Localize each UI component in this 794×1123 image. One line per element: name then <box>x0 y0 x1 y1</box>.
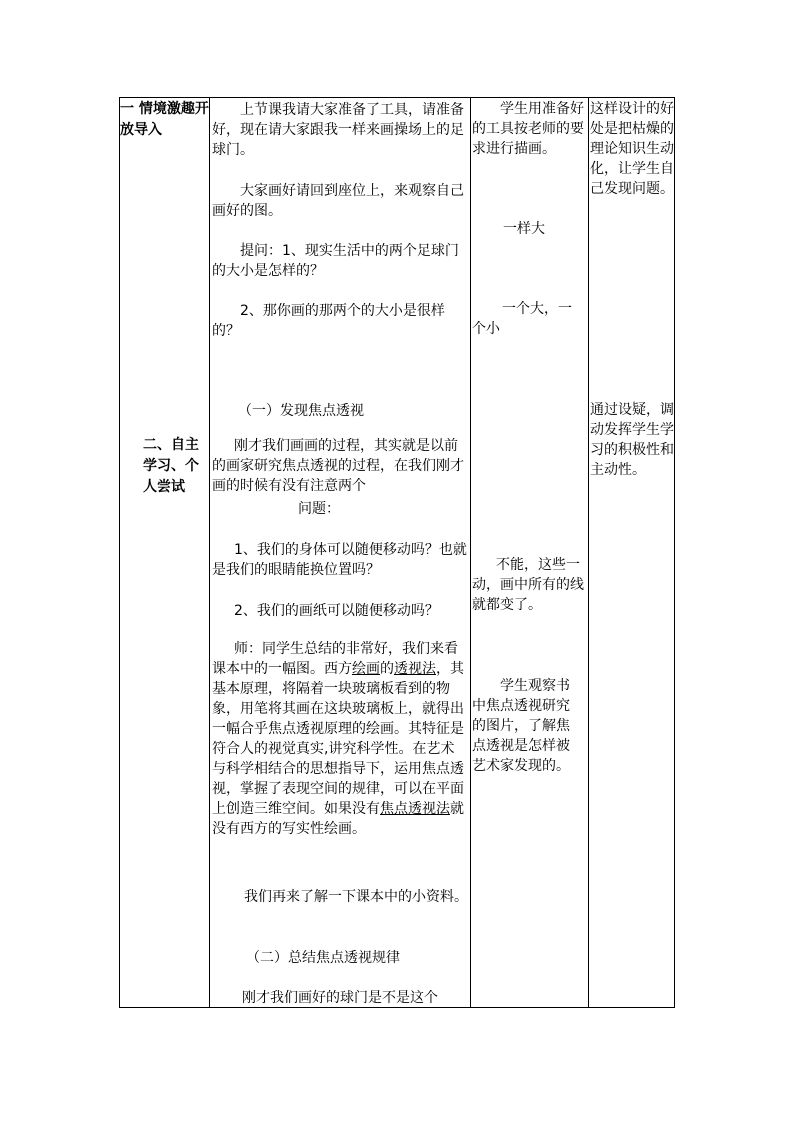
design-note: 这样设计的好处是把枯燥的理论知识生动化，让学生自己发现问题。 <box>590 101 674 197</box>
paragraph: 我们再来了解一下课本中的小资料。 <box>244 889 468 905</box>
text-run: 就没有西方的写实性绘画。 <box>212 801 464 837</box>
stage-heading-2 <box>120 435 209 498</box>
subheading: （二）总结焦点透视规律 <box>246 950 400 966</box>
paragraph: 2、那你画的那两个的大小是很样的？ <box>212 303 445 339</box>
lesson-plan-table <box>119 97 675 1008</box>
paragraph-continuation: 问题： <box>298 501 340 517</box>
student-activity-column <box>471 98 589 1007</box>
link-painting[interactable]: 绘画 <box>352 661 380 677</box>
design-note: 通过设疑，调动发挥学生学习的积极性和主动性。 <box>590 402 674 478</box>
paragraph: 提问：1、现实生活中的两个足球门的大小是怎样的？ <box>212 243 459 279</box>
paragraph: 刚才我们画好的球门是不是这个 <box>242 990 438 1006</box>
design-intent-column <box>589 98 675 1007</box>
text-run: ，其基本原理，将隔着一块玻璃板看到的物象，用笔将其画在这块玻璃板上，就得出一幅合乎焦点透视原理的绘画。其特征是符合人的视觉真实,讲究科学性。在艺术与科学相结合的思想指导下，运用焦点透视，掌握了表现空间的规律，可以在平面上创造三维空间。如果没有 <box>212 661 464 817</box>
student-response: 一个大，一个小 <box>472 301 572 337</box>
text-run: 师：同学生总结的非常好，我们来看课本中的一幅图。西方 <box>212 641 458 677</box>
link-perspective-method[interactable]: 透视法 <box>394 661 436 677</box>
stage-column <box>120 98 210 1007</box>
paragraph: 2、我们的画纸可以随便移动吗？ <box>234 603 439 619</box>
paragraph: 大家画好请回到座位上，来观察自己画好的图。 <box>212 183 464 219</box>
link-focal-perspective-method[interactable]: 焦点透视法 <box>380 801 450 817</box>
subheading: （一）发现焦点透视 <box>238 403 364 419</box>
teacher-activity-column <box>210 98 471 1007</box>
paragraph: 上节课我请大家准备了工具，请准备好，现在请大家跟我一样来画操场上的足球门。 <box>212 102 464 158</box>
student-response: 一样大 <box>503 221 545 237</box>
student-response: 学生用准备好的工具按老师的要求进行描画。 <box>472 101 584 157</box>
student-response: 学生观察书中焦点透视研究的图片，了解焦点透视是怎样被艺术家发现的。 <box>472 678 570 774</box>
student-response: 不能，这些一动，画中所有的线就都变了。 <box>472 557 584 613</box>
text-run: 的 <box>380 661 394 677</box>
stage-heading-1: 一 情境激趣开放导入 <box>120 101 209 138</box>
paragraph <box>212 639 468 839</box>
stage-heading-2-text: 二、自主学习、个人尝试 <box>143 437 199 495</box>
paragraph: 1、我们的身体可以随便移动吗？也就是我们的眼睛能换位置吗？ <box>212 542 467 578</box>
paragraph: 刚才我们画画的过程，其实就是以前的画家研究焦点透视的过程，在我们刚才画的时候有没有注意两个 <box>212 438 464 494</box>
